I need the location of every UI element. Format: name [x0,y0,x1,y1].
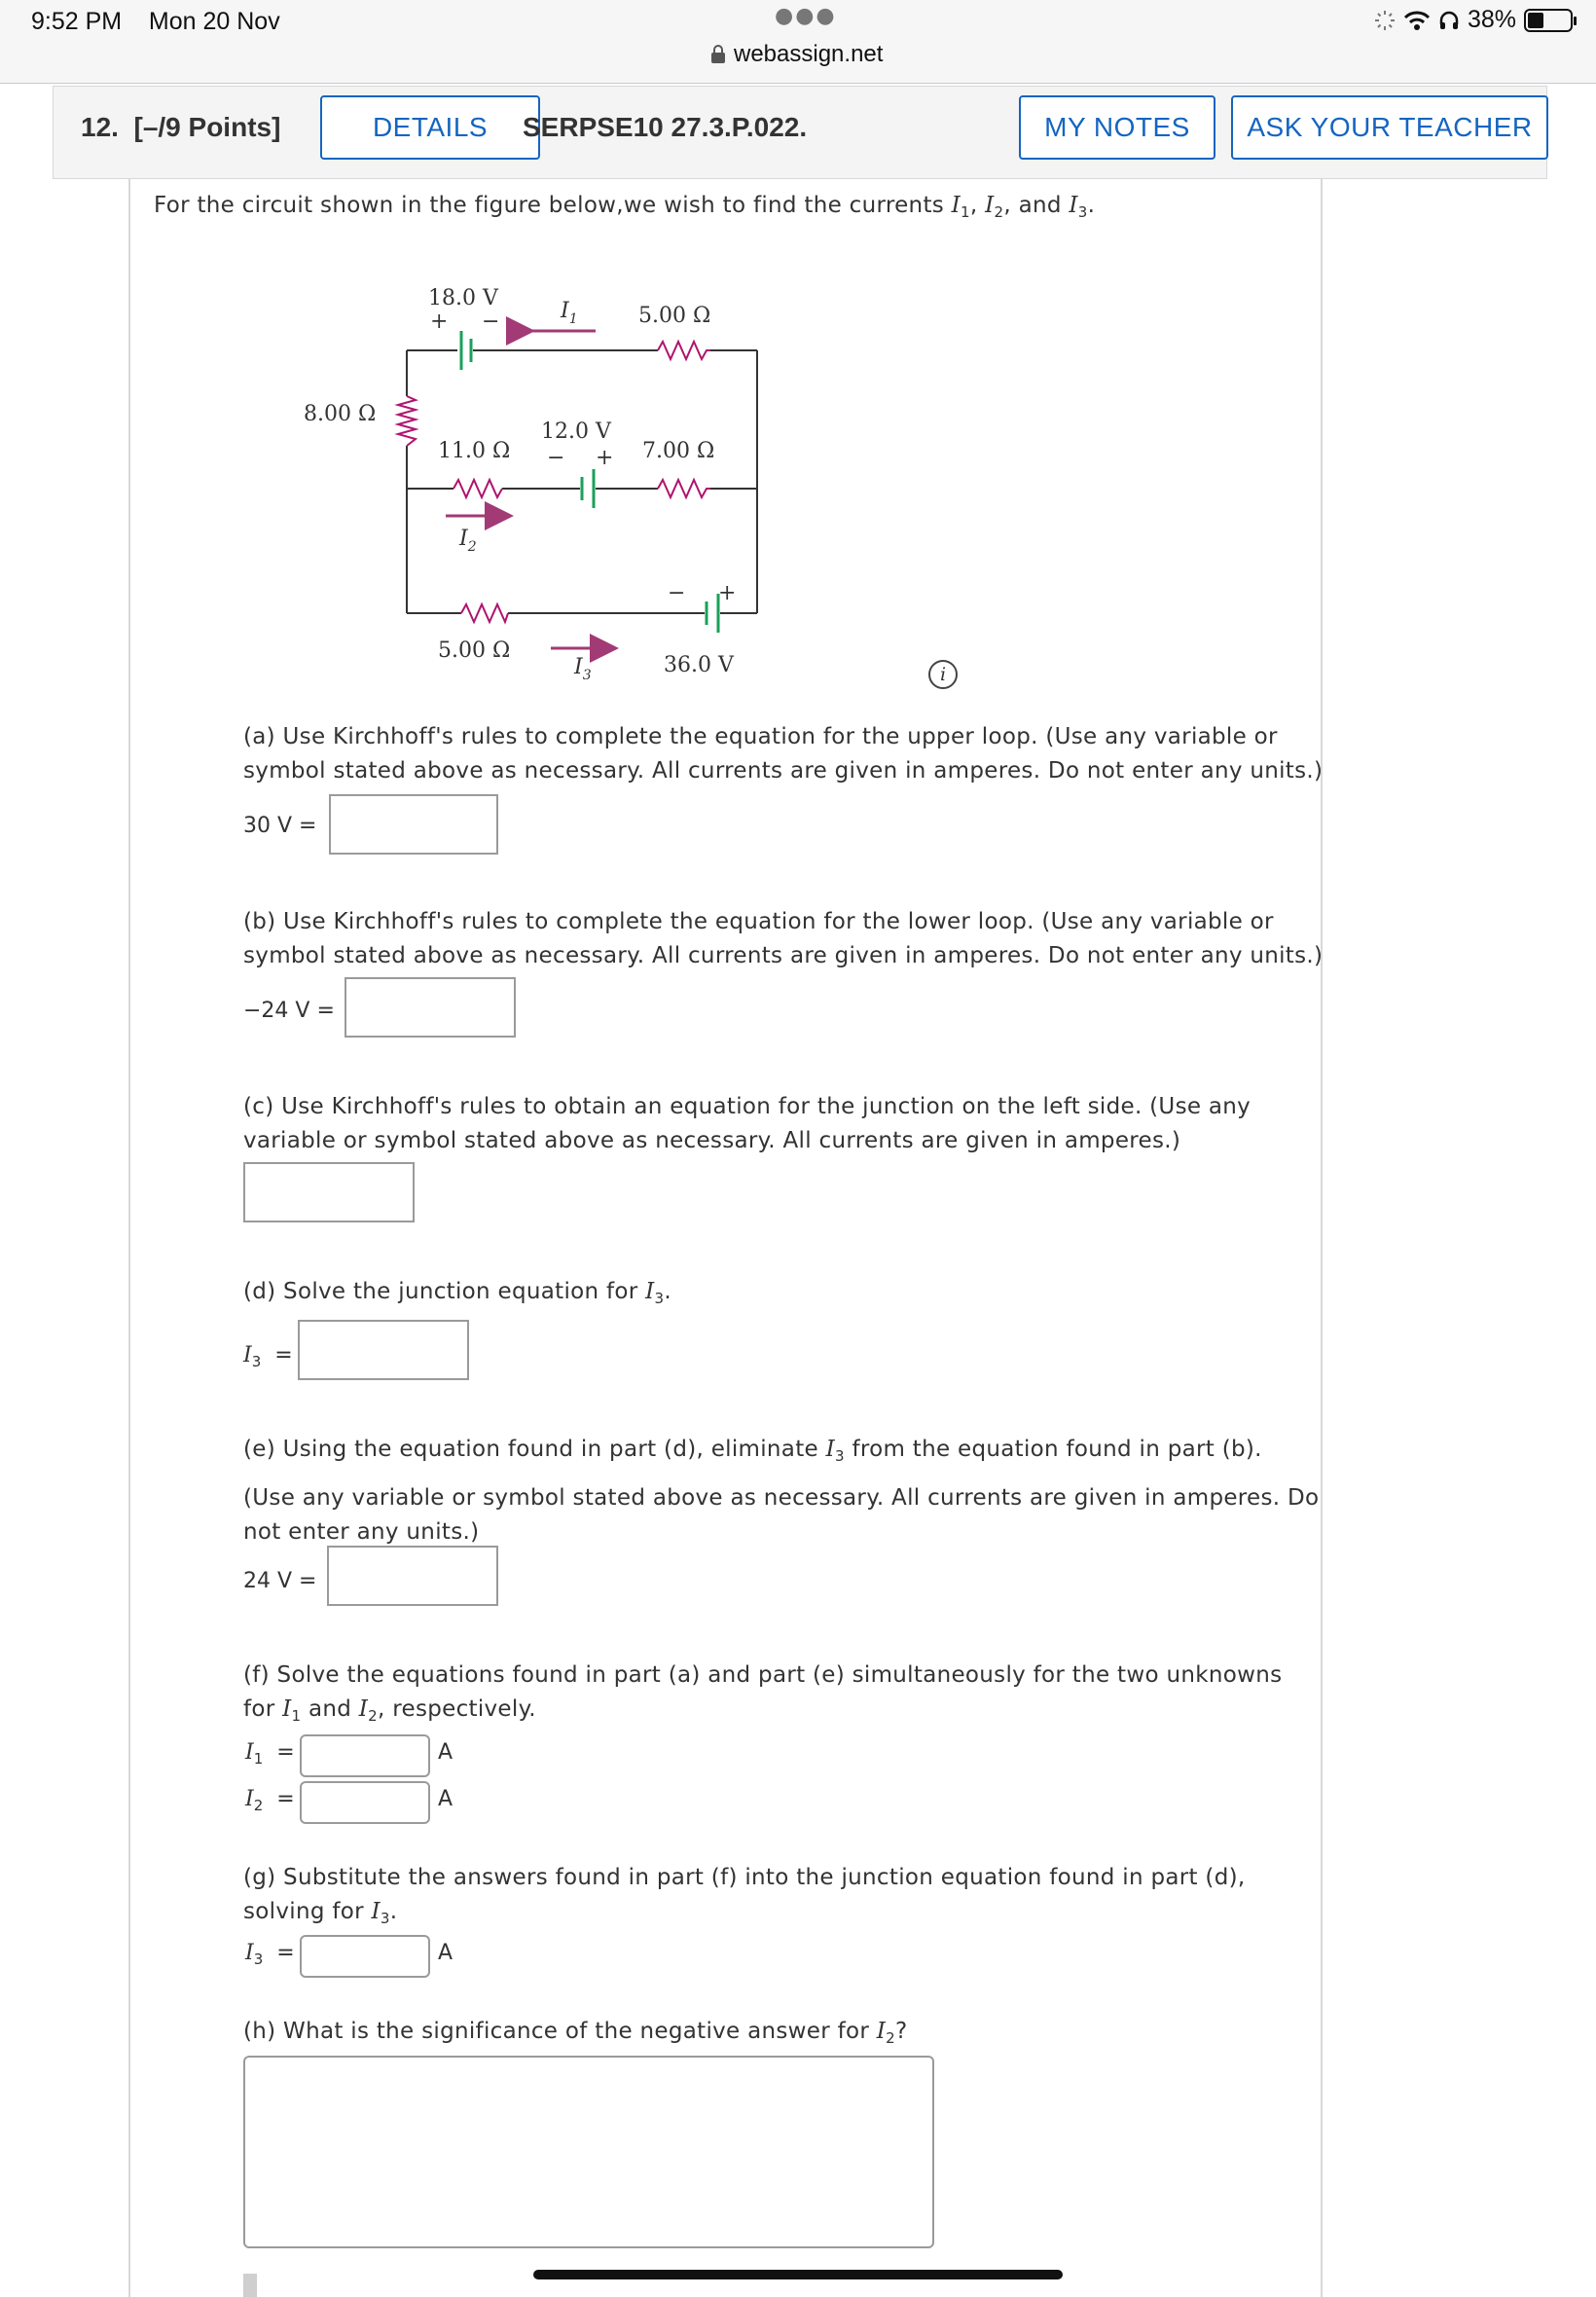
part-c-text [243,1090,1251,1158]
part-g-sub: 3 [380,1910,390,1927]
sub-3: 3 [1077,203,1088,221]
part-h-var: I [876,2019,887,2044]
status-time [31,8,280,36]
label-18v-plus: + [430,310,449,334]
part-g-label-var: I [245,1941,254,1965]
part-f-i2-sub: 2 [253,1797,264,1814]
battery-percent: 38% [1467,6,1516,33]
status-icons [1374,6,1573,34]
question-points: [–/9 Points] [133,112,281,142]
label-r11: 11.0 Ω [438,439,511,463]
part-g-eq: = [276,1941,295,1965]
part-g-text [243,1861,1246,1936]
address-bar[interactable] [710,41,883,68]
part-h-text [243,2015,907,2056]
part-e-text [243,1433,1319,1550]
part-f-line1: (f) Solve the equations found in part (a) and part (e) simultaneously for the two unknowns [243,1662,1283,1688]
part-f-text [243,1659,1282,1733]
content-border-right [1321,179,1323,2297]
resistor-8-symbol [398,396,416,446]
part-f-i1-input[interactable] [300,1734,430,1777]
part-g-line2-a: solving for [243,1899,372,1924]
part-f-i2-var: I [245,1787,254,1811]
battery-fill [1528,13,1543,28]
part-g-line2 [243,1895,1246,1936]
part-f-and: and [301,1696,359,1722]
label-18v-minus: − [482,310,500,334]
part-d-end: . [664,1279,671,1304]
wifi-icon [1403,10,1431,31]
label-i1-letter: I [561,299,569,323]
resistor-11-symbol [453,480,502,497]
part-f-line2 [243,1693,1282,1733]
part-g-label-sub: 3 [253,1951,264,1968]
intro-end: . [1087,193,1096,218]
scroll-indicator [243,2274,257,2297]
part-b-text [243,905,1323,973]
part-e-line2: (Use any variable or symbol stated above as necessary. All currents are given in amperes. Do [243,1485,1320,1511]
intro-text: For the circuit shown in the figure below,we wish to find the currents [154,193,952,218]
part-g-end: . [389,1899,398,1924]
part-d-sub: 3 [654,1290,665,1307]
lock-icon [710,45,726,64]
label-i2-letter: I [459,527,468,551]
part-f-sub2: 2 [368,1707,379,1725]
sub-2: 2 [994,203,1004,221]
part-d-label-var: I [243,1343,252,1367]
var-i1: I [951,193,961,218]
part-h-sub: 2 [886,2029,895,2047]
label-36v-minus: − [668,581,686,605]
question-code: SERPSE10 27.3.P.022. [523,112,808,142]
var-i2: I [985,193,995,218]
label-18v: 18.0 V [428,286,498,310]
part-d-label [243,1343,293,1370]
label-i2 [458,527,477,555]
ask-teacher-button[interactable]: ASK YOUR TEACHER [1231,95,1548,160]
question-number [81,112,280,143]
part-g-input[interactable] [300,1935,430,1978]
part-c-line2: variable or symbol stated above as necessary. All currents are given in amperes.) [243,1128,1181,1153]
resistor-5-top-symbol [658,342,710,359]
label-r7: 7.00 Ω [642,439,715,463]
resistor-5-bottom-symbol [461,604,508,622]
part-f-i2-label [245,1787,295,1814]
part-h-textarea[interactable] [243,2056,934,2248]
battery-icon [1524,9,1573,32]
date-text: Mon 20 Nov [148,8,280,35]
part-h-end: ? [894,2019,908,2044]
battery-12v-symbol [582,469,594,508]
part-f-i2-input[interactable] [300,1781,430,1824]
part-g-unit: A [438,1941,453,1965]
part-a-line1: (a) Use Kirchhoff's rules to complete the equation for the upper loop. (Use any variable or [243,724,1278,749]
part-b-label: −24 V = [243,999,335,1023]
label-12v-plus: + [596,446,614,470]
label-i3 [573,655,592,683]
part-c-line1: (c) Use Kirchhoff's rules to obtain an equation for the junction on the left side. (Use any [243,1094,1251,1119]
part-f-i1-eq: = [276,1740,295,1765]
label-i1-sub: 1 [568,311,578,327]
status-bar [0,0,1596,84]
part-b-input[interactable] [345,977,516,1038]
part-g-label [245,1941,295,1968]
part-d-prompt: (d) Solve the junction equation for [243,1279,646,1304]
part-h-prompt: (h) What is the significance of the negative answer for [243,2019,877,2044]
part-e-label: 24 V = [243,1569,317,1593]
label-12v-minus: − [547,446,565,470]
details-button[interactable]: DETAILS [320,95,540,160]
question-intro [154,189,1095,230]
part-f-i2-eq: = [276,1787,295,1811]
part-f-var1: I [282,1696,292,1722]
intro-sep: , [969,193,986,218]
part-g-var: I [371,1899,381,1924]
label-r8: 8.00 Ω [304,402,377,426]
question-header [53,86,1547,179]
resistor-7-symbol [658,480,710,497]
part-e-input[interactable] [327,1546,498,1606]
part-d-text [243,1275,671,1316]
label-i3-letter: I [574,655,583,679]
part-c-input[interactable] [243,1162,415,1222]
part-a-line2: symbol stated above as necessary. All currents are given in amperes. Do not enter any units.) [243,758,1324,784]
part-f-line2-a: for [243,1696,283,1722]
home-indicator[interactable] [533,2270,1063,2279]
var-i3: I [1069,193,1078,218]
part-e-line1-b: from the equation found in part (b). [844,1437,1262,1462]
time-text: 9:52 PM [31,8,123,35]
part-b-line1: (b) Use Kirchhoff's rules to complete the equation for the lower loop. (Use any variable or [243,909,1274,934]
part-f-i1-label [245,1740,295,1768]
part-d-label-sub: 3 [251,1353,262,1370]
label-r5-top: 5.00 Ω [638,304,711,328]
label-i3-sub: 3 [582,668,592,683]
label-i1 [560,299,578,327]
part-f-var2: I [358,1696,369,1722]
label-36v-plus: + [718,581,737,605]
part-a-label: 30 V = [243,814,317,838]
label-36v: 36.0 V [664,653,734,677]
part-a-input[interactable] [329,794,498,855]
url-text: webassign.net [734,41,884,67]
part-f-i1-unit: A [438,1740,453,1765]
part-e-sub: 3 [834,1447,845,1465]
content-border-left [128,179,130,2297]
question-number-text: 12. [81,112,119,142]
part-g-line1: (g) Substitute the answers found in part (f) into the junction equation found in part (d), [243,1865,1246,1890]
part-e-var: I [825,1437,835,1462]
part-f-i1-var: I [245,1740,254,1765]
part-e-line1 [243,1433,1319,1474]
intro-and: , and [1003,193,1070,218]
part-f-i2-unit: A [438,1787,453,1811]
part-d-input[interactable] [298,1320,469,1380]
part-e-line1-a: (e) Using the equation found in part (d), eliminate [243,1437,826,1462]
part-d-eq: = [274,1343,293,1367]
battery-36v-symbol [707,594,718,633]
my-notes-button[interactable]: MY NOTES [1019,95,1215,160]
label-12v: 12.0 V [541,419,611,444]
label-i2-sub: 2 [467,539,477,555]
headphones-icon [1438,10,1460,31]
circuit-figure [282,273,788,701]
part-d-var: I [645,1279,655,1304]
info-icon[interactable]: i [928,660,958,689]
part-f-sub1: 1 [291,1707,302,1725]
more-dots-icon[interactable]: ●●● [775,4,837,28]
part-f-i1-sub: 1 [253,1750,264,1768]
part-b-line2: symbol stated above as necessary. All currents are given in amperes. Do not enter any units.) [243,943,1324,968]
part-e-line3: not enter any units.) [243,1519,480,1545]
part-a-text [243,720,1323,788]
battery-18v-symbol [461,331,471,370]
brightness-icon [1374,10,1396,31]
label-r5-bottom: 5.00 Ω [438,638,511,663]
part-f-line2-b: , respectively. [378,1696,536,1722]
sub-1: 1 [961,203,970,221]
